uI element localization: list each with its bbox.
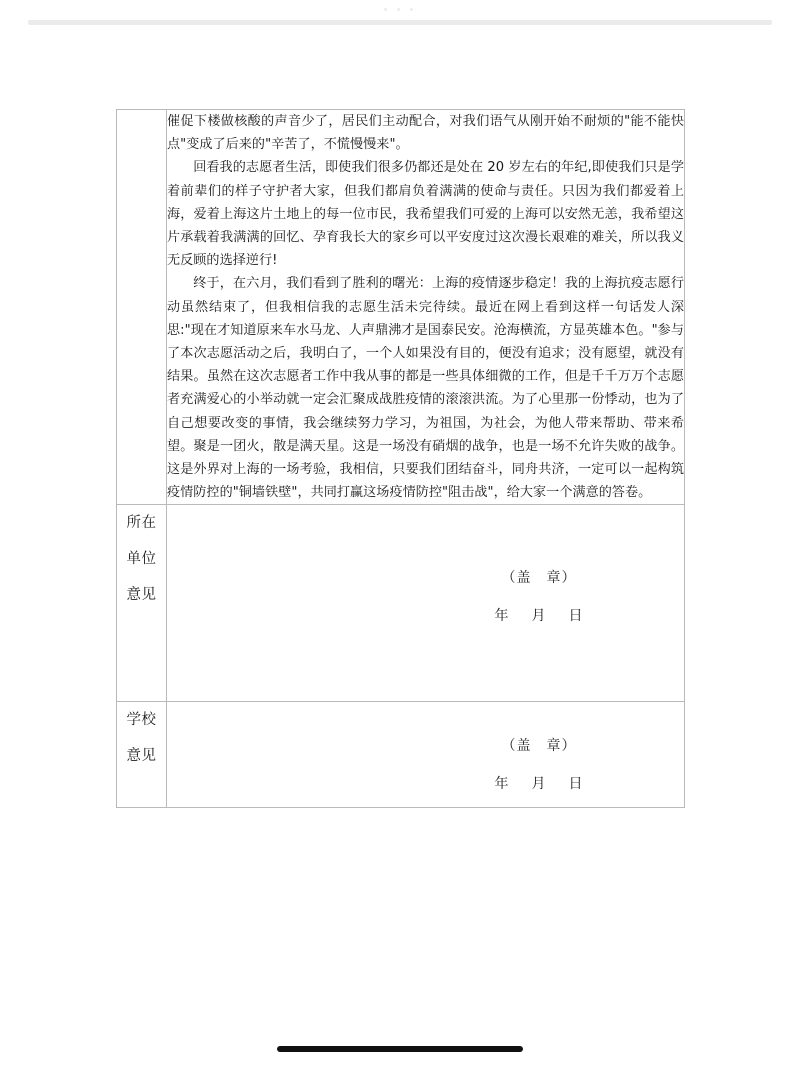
essay-text — [167, 110, 684, 504]
table-row-unit-opinion — [117, 505, 685, 702]
school-date-year: 年 — [494, 776, 510, 793]
table-row-essay — [117, 110, 685, 505]
school-date-placeholder — [459, 773, 619, 793]
unit-opinion-label — [117, 505, 166, 613]
unit-opinion-label-cell — [117, 505, 167, 702]
unit-seal-text: （盖 章） — [501, 570, 577, 587]
school-opinion-label-cell — [117, 702, 167, 808]
school-opinion-body-cell[interactable] — [167, 702, 685, 808]
school-opinion-label-line-2: 意见 — [126, 748, 157, 765]
unit-date-placeholder — [459, 605, 619, 625]
school-seal-text: （盖 章） — [501, 738, 577, 755]
unit-seal-placeholder — [459, 567, 619, 587]
unit-opinion-label-line-1: 所在 — [126, 515, 157, 532]
unit-date-line — [459, 605, 619, 625]
more-options-icon[interactable]: • • • — [383, 4, 417, 16]
essay-paragraph-continuation: 催促下楼做核酸的声音少了，居民们主动配合，对我们语气从刚开始不耐烦的"能不能快点"变成了后来的"辛苦了，不慌慢慢来"。 — [167, 114, 684, 153]
school-opinion-label-line-1: 学校 — [126, 712, 157, 729]
unit-opinion-label-line-2: 单位 — [126, 551, 157, 568]
unit-date-year: 年 — [494, 608, 510, 625]
unit-opinion-label-line-3: 意见 — [126, 587, 157, 604]
essay-label-cell — [117, 110, 167, 505]
unit-opinion-body-cell[interactable] — [167, 505, 685, 702]
school-opinion-label — [117, 702, 166, 774]
school-date-day: 日 — [568, 776, 584, 793]
essay-paragraph-2: 回看我的志愿者生活，即使我们很多仍都还是处在 20 岁左右的年纪,即使我们只是学着前辈们的样子守护者大家，但我们都肩负着满满的使命与责任。只因为我们都爱着上海，爱着上海这片土地上的每一位市民，我希望我们可爱的上海可以安然无恙，我希望这片承载着我满满的回忆、孕育我长大的家乡可以平安度过这次漫长艰难的难关，所以我义无反顾的选择逆行! — [167, 160, 684, 269]
table-row-school-opinion — [117, 702, 685, 808]
essay-paragraph-3: 终于，在六月，我们看到了胜利的曙光：上海的疫情逐步稳定！我的上海抗疫志愿行动虽然结束了，但我相信我的志愿生活未完待续。最近在网上看到这样一句话发人深思:"现在才知道原来车水马龙、人声鼎沸才是国泰民安。沧海横流，方显英雄本色。"参与了本次志愿活动之后，我明白了，一个人如果没有目的，便没有追求；没有愿望，就没有结果。虽然在这次志愿者工作中我从事的都是一些具体细微的工作，但是千千万万个志愿者充满爱心的小举动就一定会汇聚成战胜疫情的滚滚洪流。为了心里那一份悸动，也为了自己想要改变的事情，我会继续努力学习，为祖国，为社会，为他人带来帮助、带来希望。聚是一团火，散是满天星。这是一场没有硝烟的战争，也是一场不允许失败的战争。这是外界对上海的一场考验，我相信，只要我们团结奋斗，同舟共济，一定可以一起构筑疫情防控的"铜墙铁壁"，共同打赢这场疫情防控"阻击战"，给大家一个满意的答卷。 — [167, 276, 684, 501]
scroll-progress-band — [28, 20, 772, 25]
volunteer-form-table — [116, 109, 685, 808]
home-indicator[interactable] — [277, 1046, 523, 1052]
school-date-month: 月 — [531, 776, 547, 793]
school-seal-placeholder — [459, 735, 619, 755]
school-date-line — [459, 773, 619, 793]
top-chrome-bar — [0, 0, 800, 30]
essay-body-cell — [167, 110, 685, 505]
unit-date-month: 月 — [531, 608, 547, 625]
unit-date-day: 日 — [568, 608, 584, 625]
